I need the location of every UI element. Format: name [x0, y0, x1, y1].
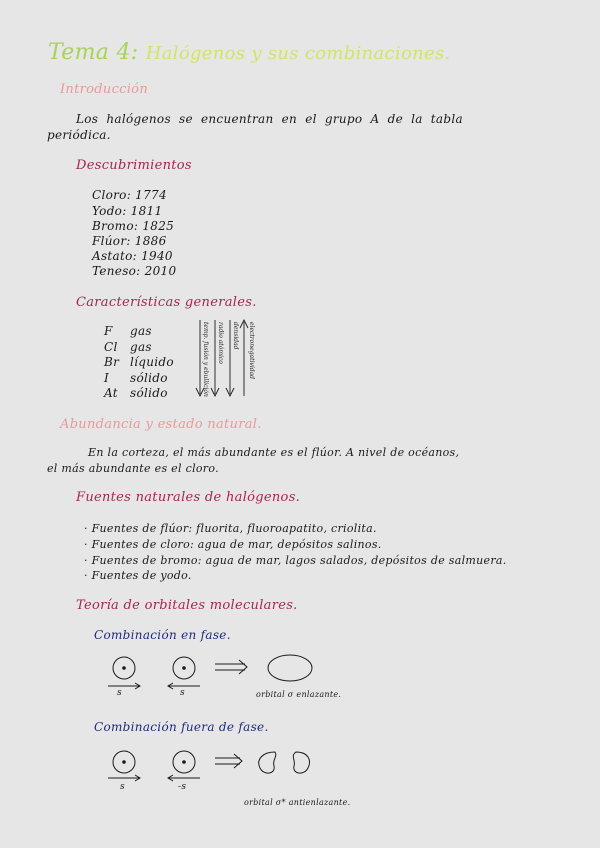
discovery-item: Cloro: 1774 [92, 188, 167, 202]
element-state: gas [130, 340, 152, 354]
arrow-label: electronegatividad [248, 322, 255, 380]
title-prefix: Tema 4: [48, 40, 139, 65]
source-item: · Fuentes de flúor: fluorita, fluoroapatito, criolita. [84, 522, 377, 535]
intro-line-2: periódica. [47, 128, 111, 142]
page-title [48, 40, 451, 65]
abundance-line-2: el más abundante es el cloro. [47, 462, 219, 475]
discovery-item: Teneso: 2010 [92, 264, 177, 278]
arrow-label: radio atómico [217, 322, 224, 364]
element-symbol: I [104, 371, 110, 385]
title-rest: Halógenos y sus combinaciones. [145, 43, 451, 64]
element-state: líquido [130, 355, 174, 369]
source-item: · Fuentes de yodo. [84, 569, 192, 582]
abundance-line-1: En la corteza, el más abundante es el flúor. A nivel de océanos, [88, 446, 460, 459]
out-phase-result: orbital σ* antienlazante. [244, 798, 351, 807]
discovery-item: Bromo: 1825 [92, 219, 175, 233]
discoveries-heading: Descubrimientos [76, 158, 192, 173]
in-phase-result: orbital σ enlazante. [256, 690, 342, 699]
element-symbol: Cl [104, 340, 118, 354]
element-state: gas [130, 324, 152, 338]
out-phase-left-label: s [120, 782, 125, 792]
intro-heading: Introducción [60, 82, 148, 97]
out-phase-heading: Combinación fuera de fase. [94, 720, 269, 734]
discovery-item: Astato: 1940 [92, 249, 173, 263]
source-item: · Fuentes de cloro: agua de mar, depósitos salinos. [84, 538, 382, 551]
arrow-label: temp. fusión y ebullición [202, 322, 209, 397]
discovery-item: Flúor: 1886 [92, 234, 167, 248]
abundance-heading: Abundancia y estado natural. [60, 417, 262, 432]
discovery-item: Yodo: 1811 [92, 204, 163, 218]
element-state: sólido [130, 371, 168, 385]
source-item: · Fuentes de bromo: agua de mar, lagos salados, depósitos de salmuera. [84, 554, 507, 567]
in-phase-right-label: s [180, 688, 185, 698]
element-symbol: At [104, 386, 118, 400]
element-state: sólido [130, 386, 168, 400]
out-phase-diagram [100, 746, 320, 796]
sources-heading: Fuentes naturales de halógenos. [76, 490, 301, 505]
features-heading: Características generales. [76, 295, 257, 310]
in-phase-left-label: s [117, 688, 122, 698]
element-symbol: F [104, 324, 113, 338]
orbitals-heading: Teoría de orbitales moleculares. [76, 598, 298, 613]
intro-line-1: Los halógenos se encuentran en el grupo A de la tabla [76, 112, 463, 126]
out-phase-right-label: -s [178, 782, 187, 792]
in-phase-heading: Combinación en fase. [94, 628, 231, 642]
arrow-label: densidad [232, 322, 239, 350]
element-symbol: Br [104, 355, 120, 369]
